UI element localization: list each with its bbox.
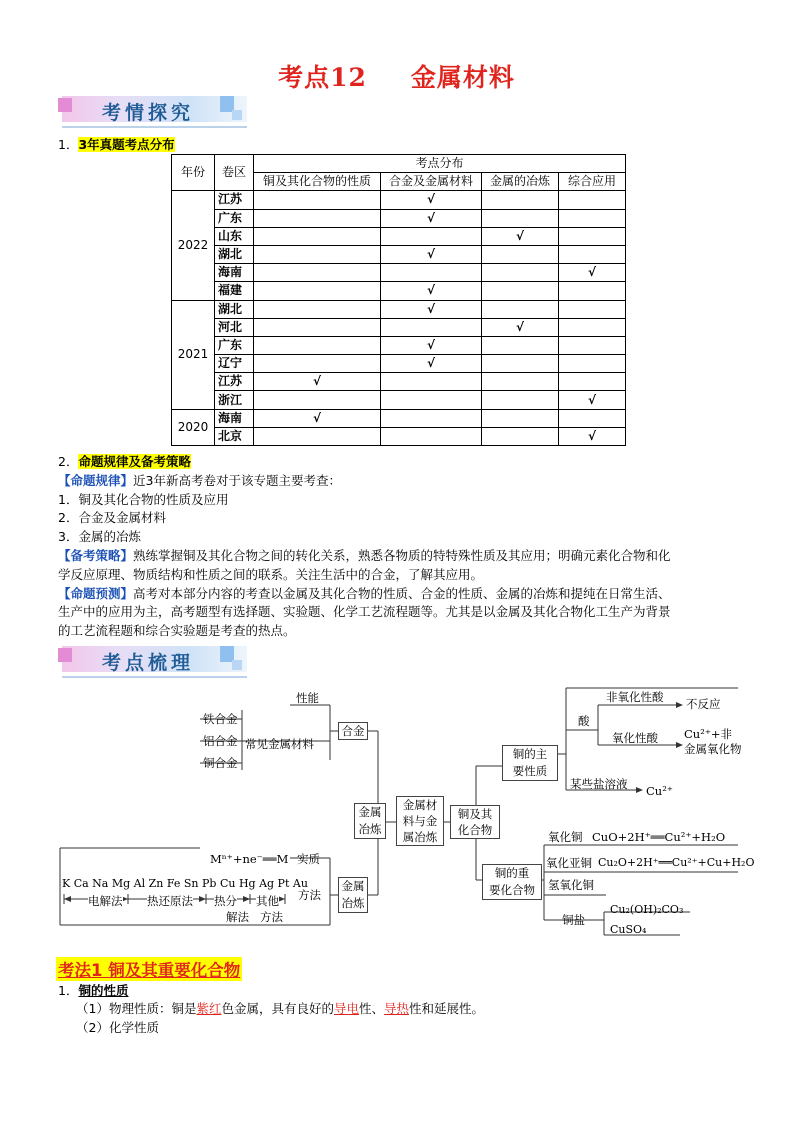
list-item: 1．铜及其化合物的性质及应用 [58, 491, 229, 507]
col-header-year: 年份 [172, 155, 215, 191]
col-header: 合金及金属材料 [381, 173, 482, 191]
oxidizing-acid: 氧化性酸 [612, 731, 658, 745]
region-cell: 广东 [215, 336, 254, 354]
region-cell: 江苏 [215, 373, 254, 391]
alloy-node: 合金 [338, 722, 368, 740]
col-header-group: 考点分布 [254, 155, 626, 173]
list-item: 2．合金及金属材料 [58, 510, 166, 526]
cu2-ion: Cu²⁺ [646, 784, 673, 798]
copper-node: 铜及其 化合物 [450, 805, 500, 839]
chemical-props-line: （2）化学性质 [76, 1020, 159, 1035]
col-header: 铜及其化合物的性质 [254, 173, 381, 191]
strategy-line: 学反应原理、物质结构和性质之间的联系。关注生活中的合金，了解其应用。 [58, 566, 484, 582]
method-label: 方法 [298, 888, 321, 902]
col-header: 金属的冶炼 [482, 173, 559, 191]
check-mark: √ [426, 192, 435, 207]
method-electrolysis: 电解法 [88, 894, 123, 908]
region-cell: 山东 [215, 227, 254, 245]
cu2o-label: 氧化亚铜 [546, 856, 592, 870]
predict-line: 的工艺流程题和综合实验题是考查的热点。 [58, 623, 296, 639]
check-mark: √ [426, 356, 435, 371]
year-cell: 2020 [172, 409, 215, 445]
check-mark: √ [587, 428, 596, 443]
list-item: 3．金属的冶炼 [58, 529, 141, 545]
region-cell: 江苏 [215, 191, 254, 209]
region-cell: 海南 [215, 409, 254, 427]
non-oxidizing-acid: 非氧化性酸 [606, 690, 664, 704]
check-mark: √ [426, 210, 435, 225]
check-mark: √ [426, 247, 435, 262]
check-mark: √ [312, 410, 321, 425]
method-other: 其他 [256, 894, 279, 908]
smelt-method-node: 金属 冶炼 [338, 877, 368, 913]
region-cell: 北京 [215, 427, 254, 445]
check-mark: √ [515, 228, 524, 243]
cuoh-label: 氢氧化铜 [548, 878, 594, 892]
page-title: 考点12 金属材料 [278, 63, 515, 92]
alloy-item: 铜合金 [203, 756, 238, 770]
cuo-label: 氧化铜 [548, 830, 583, 844]
col-header-region: 卷区 [215, 155, 254, 191]
check-mark: √ [426, 301, 435, 316]
cu2o-equation: Cu₂O+2H⁺══Cu²⁺+Cu+H₂O [598, 856, 755, 869]
section2-heading: 2．命题规律及备考策略 [58, 454, 191, 469]
physical-props-line: （1）物理性质：铜是紫红色金属，具有良好的导电性、导热性和延展性。 [76, 1001, 485, 1016]
method-decomp-suffix: 解法 [226, 910, 249, 924]
essence-label: 实质 [297, 852, 320, 866]
activity-series: K Ca Na Mg Al Zn Fe Sn Pb Cu Hg Ag Pt Au [62, 877, 308, 890]
region-cell: 海南 [215, 264, 254, 282]
copper-salt-label: 铜盐 [562, 913, 585, 927]
alloy-item: 铁合金 [203, 712, 238, 726]
check-mark: √ [312, 374, 321, 389]
strategy-line: 【备考策略】熟练掌握铜及其化合物之间的转化关系，熟悉各物质的特特殊性质及其应用；明确元素化合物和化 [58, 547, 671, 563]
section-banner-summary: 考点梳理 [62, 646, 247, 680]
copper-props-heading: 1．铜的性质 [58, 983, 129, 998]
region-cell: 河北 [215, 318, 254, 336]
check-mark: √ [426, 283, 435, 298]
essence-formula: Mⁿ⁺+ne⁻══M [210, 852, 289, 866]
region-cell: 广东 [215, 209, 254, 227]
region-cell: 浙江 [215, 391, 254, 409]
performance-label: 性能 [296, 691, 319, 705]
copper-compounds-node: 铜的重 要化合物 [482, 864, 542, 900]
salt-basic-carbonate: Cu₂(OH)₂CO₃ [610, 903, 684, 916]
year-cell: 2022 [172, 191, 215, 300]
copper-props-node: 铜的主 要性质 [502, 745, 558, 781]
salt-solution: 某些盐溶液 [570, 777, 628, 791]
region-cell: 辽宁 [215, 355, 254, 373]
smelt-node: 金属 冶炼 [354, 803, 386, 839]
method-thermal-decomp: 热分 [214, 894, 237, 908]
common-materials-label: 常见金属材料 [245, 737, 314, 751]
section1-heading: 1．3年真题考点分布 [58, 137, 175, 152]
method-thermal-reduction: 热还原法 [147, 894, 193, 908]
check-mark: √ [515, 319, 524, 334]
salt-sulfate: CuSO₄ [610, 923, 647, 936]
col-header: 综合应用 [559, 173, 626, 191]
cuo-equation: CuO+2H⁺══Cu²⁺+H₂O [592, 830, 726, 844]
check-mark: √ [587, 392, 596, 407]
check-mark: √ [426, 337, 435, 352]
region-cell: 湖北 [215, 245, 254, 263]
region-cell: 福建 [215, 282, 254, 300]
section-banner-analysis: 考情探究 [62, 96, 247, 130]
rule-line: 【命题规律】近3年新高考卷对于该专题主要考查： [58, 472, 341, 488]
alloy-item: 铝合金 [203, 734, 238, 748]
method1-heading: 考法1 铜及其重要化合物 [56, 957, 242, 981]
check-mark: √ [587, 265, 596, 280]
region-cell: 湖北 [215, 300, 254, 318]
center-node: 金属材 料与金 属冶炼 [396, 796, 444, 846]
predict-line: 生产中的应用为主，高考题型有选择题、实验题、化学工艺流程题等。尤其是以金属及其化合物化工生产为背景 [58, 604, 671, 620]
year-cell: 2021 [172, 300, 215, 409]
oxidizing-acid-result: Cu²⁺+非 金属氧化物 [684, 727, 742, 756]
acid-label: 酸 [578, 714, 590, 728]
predict-line: 【命题预测】高考对本部分内容的考查以金属及其化合物的性质、合金的性质、金属的冶炼和提纯在日常生活、 [58, 585, 671, 601]
no-reaction: 不反应 [686, 697, 721, 711]
method-other-suffix: 方法 [260, 910, 283, 924]
